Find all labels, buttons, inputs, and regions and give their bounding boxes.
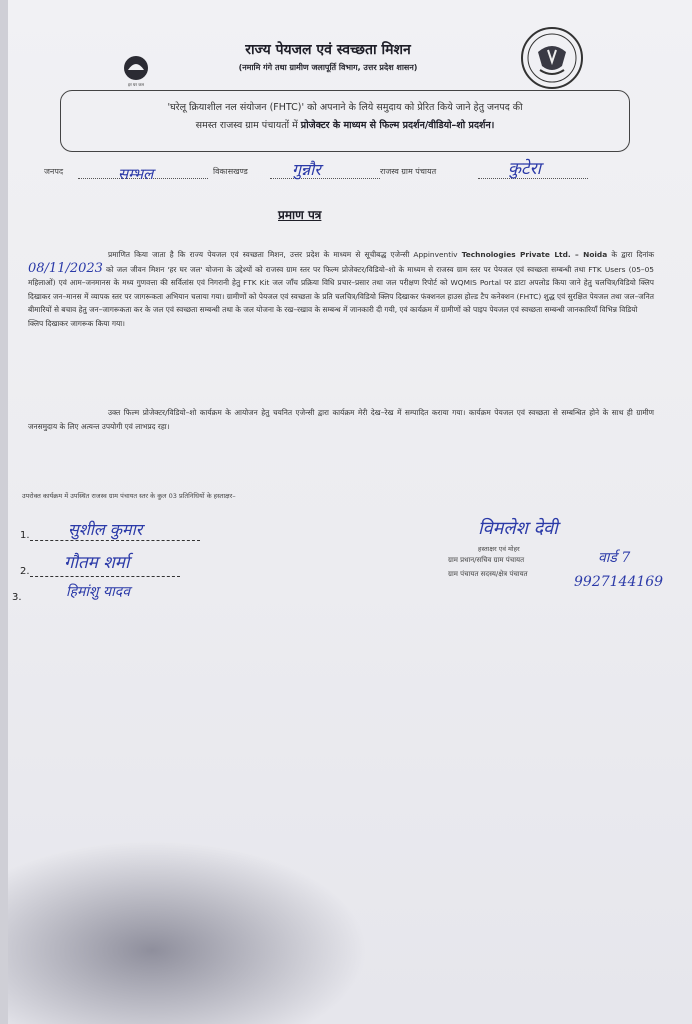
janpad-value: सम्भल [118, 165, 154, 183]
body-p2: उक्त फिल्म प्रोजेक्टर/विडियो–शो कार्यक्रम के आयोजन हेतु चयनित एजेन्सी द्वारा कार्यक्रम मेरी देख–रेख में सम्पादित कराया गया। कार्यक्रम पेयजल एवं स्वच्छता से सम्बन्धित होने के साथ ही ग्रामीण जनसमुदाय के लिए अत्यन्त उपयोगी एवं लाभप्रद रहा। [28, 408, 654, 431]
mission-subtitle: (नमामि गंगे तथा ग्रामीण जलापूर्ति विभाग, उत्तर प्रदेश शासन) [238, 63, 418, 72]
agency-name: Technologies Private Ltd. – Noida [461, 250, 608, 259]
vikaskhand-line [270, 177, 380, 179]
mission-title: राज्य पेयजल एवं स्वच्छता मिशन [245, 42, 411, 58]
banner-line-2-plain: समस्त राजस्व ग्राम पंचायतों में [195, 120, 301, 131]
banner-line-2 [75, 117, 615, 135]
signature-line-2 [30, 576, 180, 577]
program-date: 08/11/2023 [28, 260, 103, 276]
janpad-label: जनपद [44, 167, 64, 176]
banner-line-2-bold: प्रोजेक्टर के माध्यम से फिल्म प्रदर्शन/वीडियो–शो प्रदर्शन। [300, 120, 495, 131]
photo-shadow [8, 840, 368, 1024]
banner-line-1: 'घरेलू क्रियाशील नल संयोजन (FHTC)' को अपनाने के लिये समुदाय को प्रेरित किये जाने हेतु जनपद की [167, 102, 523, 113]
ward-number: वार्ड 7 [598, 550, 631, 566]
certificate-paragraph-2 [28, 406, 654, 433]
logo-caption: हर घर जल [128, 82, 144, 87]
phone-number: 9927144169 [574, 574, 664, 590]
gram-panchayat-label: राजस्व ग्राम पंचायत [380, 167, 437, 176]
pradhan-signature: विमलेश देवी [478, 518, 558, 539]
body-p1-a: प्रमाणित किया जाता है कि राज्य पेयजल एवं स्वच्छता मिशन, उत्तर प्रदेश के माध्यम से सूचीबद्ध एजेन्सी Appinventiv [108, 250, 458, 259]
program-banner [60, 90, 630, 152]
body-p1-d: को जल जीवन मिशन 'हर घर जल' योजना के उद्देश्यों को राजस्व ग्राम स्तर पर फिल्म प्रोजेक्टर/विडियो–शो के माध्यम से राजस्व ग्राम स्तर पर पेयजल एवं स्वच्छता सम्बन्धी तथा FTK Users (05–05 महिलाओं) एवं आम–जनमानस के मध्य गुणवत्ता की सर्विलांस एवं निगरानी हेतु FTK Kit जल जाँच प्रक्रिया विधि प्रचार–प्रसार तथा जल परीक्षण रिपोर्ट को WQMIS Portal पर डाटा अपलोड किया जाने हेतु चलचित्र/विडियो क्लिप दिखाकर जन–मानस में व्यापक स्तर पर जागरूकता अभियान चलाया गया। ग्रामीणों को पेयजल एवं स्वच्छता के प्रति चलचित्र/विडियो क्लिप दिखाकर फंक्शनल हाउस होल्ड टैप कनेक्शन (FHTC) शुद्ध एवं सुरक्षित पेयजल तथा जल–जनित बीमारियों से बचाव हेतु जन–जागरूकता कर के जल एवं स्वच्छता सम्बन्धी तथा के जल योजना के रख–रखाव के सम्बन्ध में जानकारी दी गयी, एवं कार्यक्रम में ग्रामीणों को पाइप पेयजल एवं स्वच्छता सम्बन्धी जानकारियाँ विभिन्न विडियो [28, 264, 654, 315]
body-p1-e: क्लिप दिखाकर जागरूक किया गया। [28, 318, 125, 328]
signature-line-1 [30, 540, 200, 541]
signature-name-1: सुशील कुमार [68, 520, 143, 539]
gram-panchayat-value: कुटेरा [508, 159, 541, 179]
signature-stamp-caption: हस्ताक्षर एवं मोहर [478, 545, 520, 553]
certificate-page [8, 0, 692, 1024]
vikaskhand-label: विकासखण्ड [213, 167, 248, 176]
signature-num-2: 2. [20, 566, 30, 577]
body-p1-c: के द्वारा दिनांक [607, 250, 655, 259]
signature-num-3: 3. [12, 592, 22, 603]
pradhan-role: ग्राम प्रधान/सचिव ग्राम पंचायत [448, 556, 525, 564]
signature-name-2: गौतम शर्मा [64, 553, 130, 573]
vikaskhand-value: गुन्नौर [292, 160, 321, 179]
certificate-title: प्रमाण पत्र [278, 208, 322, 222]
emblem-icon [520, 26, 584, 90]
signatures-intro: उपरोक्त कार्यक्रम में उपस्थित राजस्व ग्राम पंचायत स्तर के कुल 03 प्रतिनिधियों के हस्ताक्षर– [22, 492, 236, 500]
certificate-body [28, 248, 654, 331]
signature-name-3: हिमांशु यादव [66, 584, 130, 600]
signature-num-1: 1. [20, 530, 30, 541]
member-role: ग्राम पंचायत सदस्य/क्षेत्र पंचायत [448, 570, 528, 578]
